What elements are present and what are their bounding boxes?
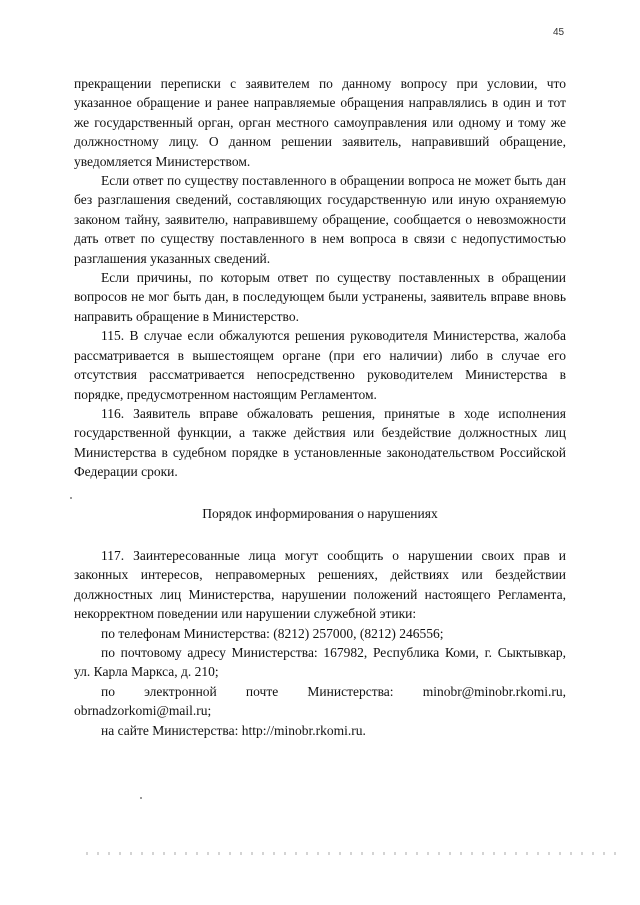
paragraph-continuation: прекращении переписки с заявителем по данному вопросу при условии, что указанное обращение и ранее направляемые обращения направлялись в один и тот же государственный орган, орган местного самоуправления или одному и тому же должностному лицу. О данном решении заявитель, направивший обращение, уведомляется Министерством. xyxy=(74,76,566,169)
scan-artifact-line xyxy=(86,852,616,855)
contact-website: на сайте Министерства: http://minobr.rkomi.ru. xyxy=(101,722,366,738)
page-number: 45 xyxy=(553,27,565,38)
contact-postal-address: по почтовому адресу Министерства: 167982, Республика Коми, г. Сыктывкар, ул. Карла Маркса, д. 210; xyxy=(74,644,566,680)
contact-email-line1: по электронной почте Министерства: minobr@minobr.rkomi.ru, xyxy=(101,683,566,699)
scan-artifact-dot xyxy=(70,497,72,499)
paragraph-117: 117. Заинтересованные лица могут сообщить о нарушении своих прав и законных интересов, неправомерных решениях, действиях или бездействии должностных лиц Министерства, нарушении положений настоящего Регламента, некорректном поведении или нарушении служебной этики: xyxy=(74,547,566,622)
document-body xyxy=(74,74,566,740)
contact-phone: по телефонам Министерства: (8212) 257000, (8212) 246556; xyxy=(101,625,444,641)
paragraph-116: 116. Заявитель вправе обжаловать решения, принятые в ходе исполнения государственной функции, а также действия или бездействие должностных лиц Министерства в судебном порядке в установленные законодательством Российской Федерации сроки. xyxy=(74,405,566,480)
contact-email xyxy=(74,682,566,701)
paragraph-115: 115. В случае если обжалуются решения руководителя Министерства, жалоба рассматривается в вышестоящем органе (при его наличии) либо в случае его отсутствия рассматривается непосредственно руководителем Министерства в порядке, предусмотренном настоящим Регламентом. xyxy=(74,328,566,402)
paragraph-secrecy: Если ответ по существу поставленного в обращении вопроса не может быть дан без разглашения сведений, составляющих государственную или иную охраняемую законом тайну, заявителю, направившему обращение, сообщается о невозможности дать ответ по существу поставленного в нем вопроса в связи с недопустимостью разглашения указанных сведений. xyxy=(74,173,566,266)
paragraph-resubmission: Если причины, по которым ответ по существу поставленных в обращении вопросов не мог быть дан, в последующем были устранены, заявитель вправе вновь направить обращение в Министерство. xyxy=(74,270,566,324)
contact-email-continuation: obrnadzorkomi@mail.ru; xyxy=(74,703,212,719)
section-heading: Порядок информирования о нарушениях xyxy=(202,505,438,521)
scan-artifact-dot xyxy=(140,797,142,799)
